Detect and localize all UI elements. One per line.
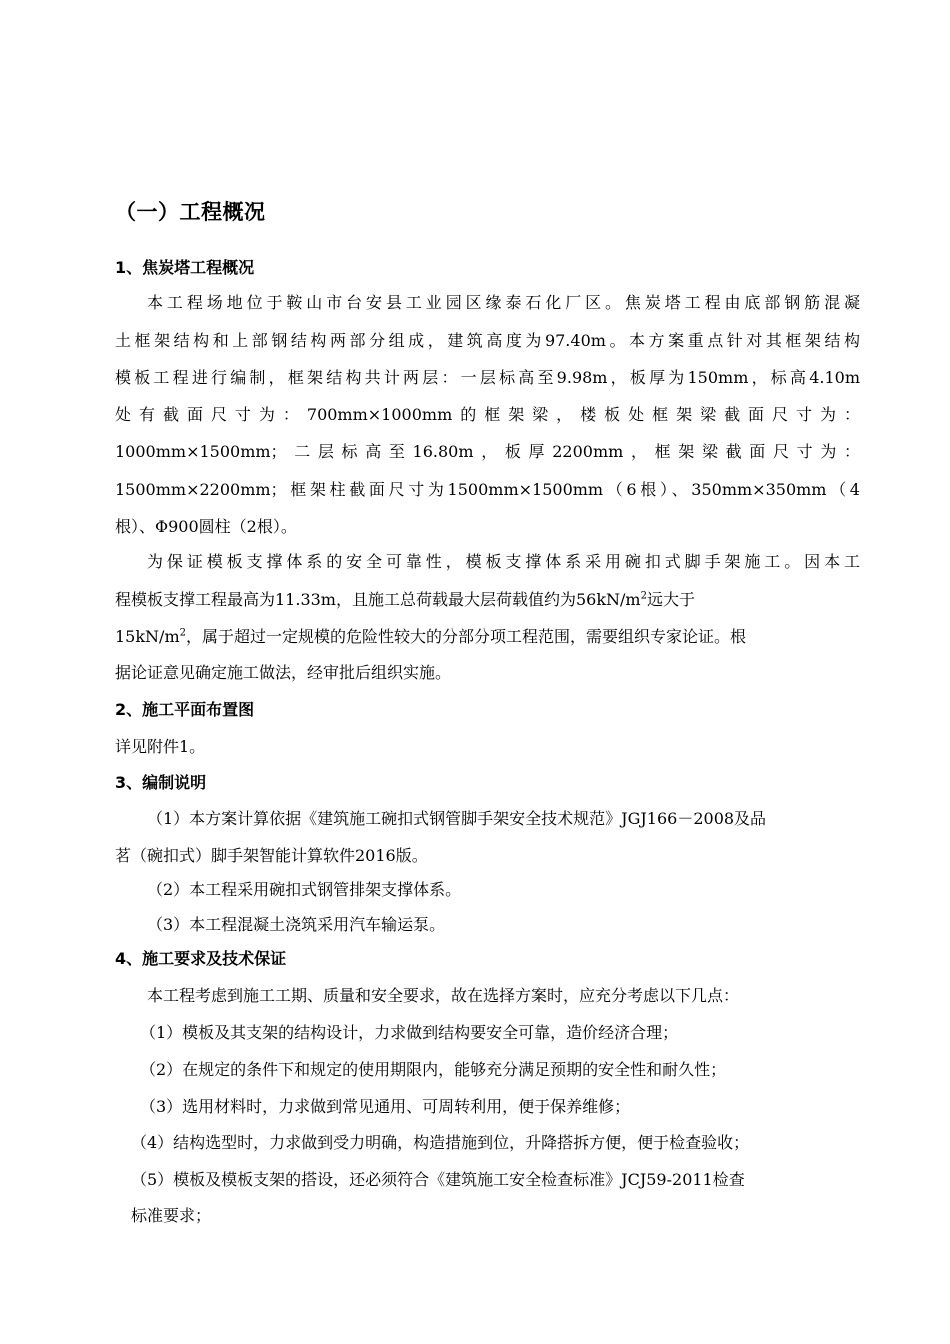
para-line: 本工程场地位于鞍山市台安县工业园区缘泰石化厂区。焦炭塔工程由底部钢筋混凝 <box>147 293 860 312</box>
para-line: 1500mm×2200mm；框架柱截面尺寸为1500mm×1500mm（6根）、350mm×350mm（4 <box>115 480 860 499</box>
para-line: 土框架结构和上部钢结构两部分组成，建筑高度为97.40m。本方案重点针对其框架结构 <box>115 331 860 350</box>
para-line: 模板工程进行编制，框架结构共计两层：一层标高至9.98m，板厚为150mm，标高4.10m <box>115 368 860 387</box>
text: 15kN/m <box>115 627 180 646</box>
superscript: 2 <box>640 590 647 602</box>
heading-4: 4、施工要求及技术保证 <box>115 949 287 968</box>
para-line: 处有截面尺寸为：700mm×1000mm的框架梁，楼板处框架梁截面尺寸为： <box>115 405 860 424</box>
para-line: 1000mm×1500mm；二层标高至16.80m，板厚2200mm，框架梁截面尺寸为： <box>115 442 860 461</box>
list-item: （3）本工程混凝土浇筑采用汽车输运泵。 <box>147 915 446 934</box>
list-item: （5）模板及模板支架的搭设，还必须符合《建筑施工安全检查标准》JCJ59-2011检查 <box>131 1170 745 1189</box>
para-line: 根）、Φ900圆柱（2根）。 <box>115 517 297 536</box>
superscript: 2 <box>179 627 186 639</box>
list-item-cont: 茗（碗扣式）脚手架智能计算软件2016版。 <box>115 846 428 865</box>
para-line: 为保证模板支撑体系的安全可靠性，模板支撑体系采用碗扣式脚手架施工。因本工 <box>147 552 860 571</box>
text: ，属于超过一定规模的危险性较大的分部分项工程范围，需要组织专家论证。根 <box>186 627 747 646</box>
list-item: （1）本方案计算依据《建筑施工碗扣式钢管脚手架安全技术规范》JGJ166－2008及品 <box>147 809 767 828</box>
text: 远大于 <box>646 590 695 609</box>
list-item: （2）本工程采用碗扣式钢管排架支撑体系。 <box>147 880 462 899</box>
heading-1: 1、焦炭塔工程概况 <box>115 258 255 277</box>
para-line: 详见附件1。 <box>115 737 206 756</box>
list-item-cont: 标准要求； <box>131 1206 212 1225</box>
section-title: （一）工程概况 <box>115 200 266 224</box>
list-item: （1）模板及其支架的结构设计，力求做到结构要安全可靠，造价经济合理； <box>140 1023 679 1042</box>
para-line: 本工程考虑到施工工期、质量和安全要求，故在选择方案时，应充分考虑以下几点： <box>147 986 740 1005</box>
para-line-sup <box>115 624 746 647</box>
heading-3: 3、编制说明 <box>115 773 207 792</box>
list-item: （2）在规定的条件下和规定的使用期限内，能够充分满足预期的安全性和耐久性； <box>140 1060 727 1079</box>
text: 程模板支撑工程最高为11.33m，且施工总荷载最大层荷载值约为56kN/m <box>115 590 641 609</box>
heading-2: 2、施工平面布置图 <box>115 700 255 719</box>
para-line-sup <box>115 587 860 610</box>
list-item: （3）选用材料时，力求做到常见通用、可周转利用，便于保养维修； <box>140 1097 631 1116</box>
list-item: （4）结构选型时，力求做到受力明确，构造措施到位，升降搭拆方便，便于检查验收； <box>131 1133 750 1152</box>
para-line: 据论证意见确定施工做法，经审批后组织实施。 <box>115 663 452 682</box>
